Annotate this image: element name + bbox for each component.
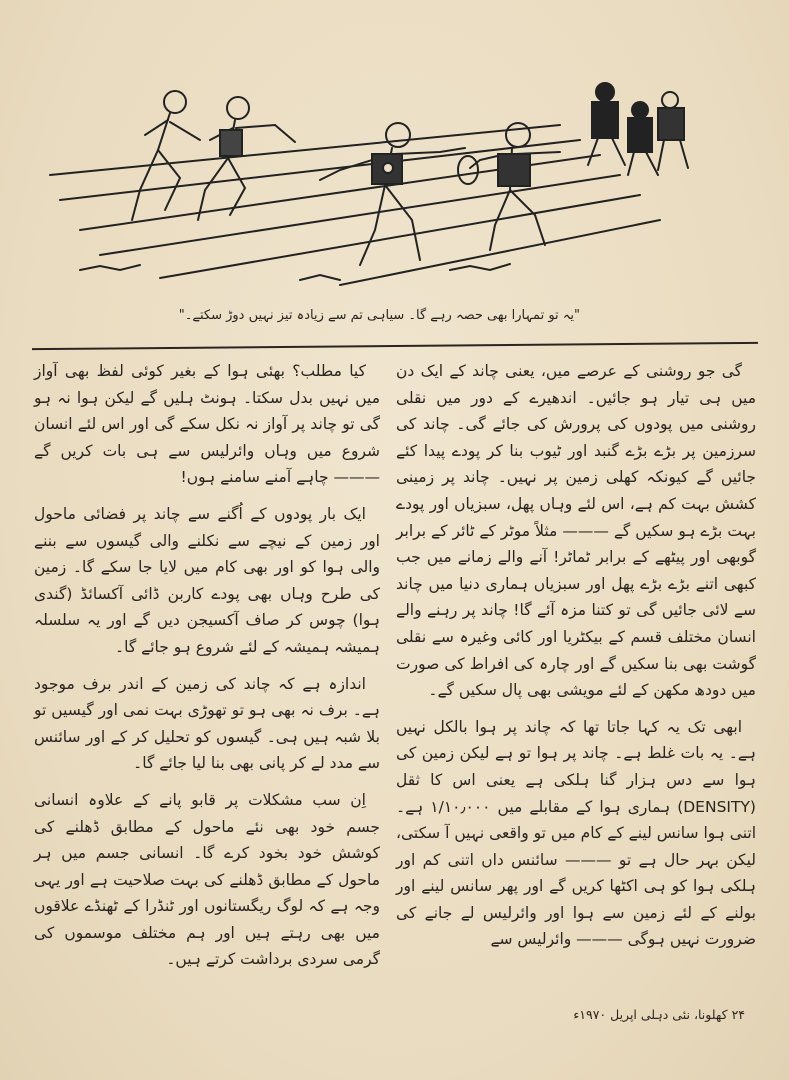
illustration-caption: "یہ تو تمہارا بھی حصہ رہے گا۔ سیاہی تم سے زیادہ تیز نہیں دوڑ سکتے۔" [178, 308, 580, 323]
paragraph: اندازہ ہے کہ چاند کی زمین کے اندر برف موجود ہے۔ برف نہ بھی ہو تو تھوڑی بہت نمی اور گیسیں تو بلا شبہ ہیں ہی۔ گیسوں کو تحلیل کر کے اور سائنس سے مدد لے کر پانی بھی بنا لیا جائے گا۔ [34, 674, 380, 773]
page-footer: ۲۴ کھلونا، نئی دہلی اپریل ۱۹۷۰ء [573, 1007, 745, 1022]
article-column-left [34, 358, 380, 998]
paragraph: ابھی تک یہ کہا جاتا تھا کہ چاند پر ہوا بالکل نہیں ہے۔ یہ بات غلط ہے۔ چاند پر ہوا تو ہے لیکن زمین کی ہوا سے دس ہزار گنا ہلکی ہے یعنی اس کا ثقل (DENSITY) ہماری ہوا کے مقابلے میں ۱/۱۰٫۰۰۰ ہے۔ اتنی ہوا سانس لینے کے کام میں تو واقعی نہیں آ سکتی، لیکن بہر حال ہے تو ——— سائنس داں اتنی کم اور ہلکی ہوا کو ہی اکٹھا کریں گے اور پھر سانس لینے اور بولنے کے لئے زمین سے ہوا اور وائرلیس لے جانے کی ضرورت نہیں ہوگی ——— وائرلیس سے [396, 717, 756, 949]
paragraph: کیا مطلب؟ بھئی ہوا کے بغیر کوئی لفظ بھی آواز میں نہیں بدل سکتا۔ ہونٹ ہلیں گے لیکن ہوا نہ ہو گی تو چاند پر آواز نہ نکل سکے گی اور اس لئے انسان شروع میں وہاں وائرلیس سے ہی بات کریں گے ——— چاہے آمنے سامنے ہوں! [34, 362, 380, 487]
paragraph: ایک بار پودوں کے اُگنے سے چاند پر فضائی ماحول اور زمین کے نیچے سے نکلنے والی گیسوں سے بننے والی ہوا کو اور بھی کام میں لایا جا سکے گا۔ زمین کی طرح وہاں بھی پودے کاربن ڈائی آکسائڈ (گندی ہوا) چوس کر صاف آکسیجن دیں گے اور یہ سلسلہ ہمیشہ ہمیشہ کے لئے شروع ہو جائے گا۔ [34, 504, 380, 656]
paragraph: گی جو روشنی کے عرصے میں، یعنی چاند کے ایک دن میں ہی تیار ہو جائیں۔ اندھیرے کے دور میں نقلی روشنی میں پودوں کی پرورش کی جائے گی۔ چاند کی سرزمین پر بڑے بڑے گنبد اور ٹیوب بنا کر پودے پیدا کئے جائیں گے کیونکہ کھلی زمین پر نہیں۔ چاند پر زمینی کشش بہت کم ہے، اس لئے وہاں پھل، سبزیاں اور پودے بہت بڑے ہو سکیں گے ——— مثلاً موٹر کے ٹائر کے برابر گوبھی اور پیٹھے کے برابر ٹماٹر! آنے والے زمانے میں جب کبھی اتنے بڑے بڑے پھل اور سبزیاں ہماری دنیا میں چاند سے لائی جائیں گی تو کتنا مزہ آئے گا! چاند پر رہنے والے انسان مختلف قسم کے بیکٹریا اور کائی وغیرہ سے نقلی گوشت بھی بنا سکیں گے اور چارہ کی افراط کی صورت میں دودھ مکھن کے لئے مویشی بھی پال سکیں گے۔ [396, 362, 756, 700]
column-divider [32, 342, 758, 350]
article-column-right [396, 358, 756, 998]
relay-race-illustration [40, 80, 740, 290]
paragraph: اِن سب مشکلات پر قابو پانے کے علاوہ انسانی جسم خود بھی نئے ماحول کے مطابق ڈھلنے کی کوشش خود بخود کرے گا۔ انسانی جسم میں ہر ماحول کے مطابق ڈھلنے کی بہت صلاحیت ہے اور یہی وجہ ہے کہ لوگ ریگستانوں اور ٹنڈرا کے ٹھنڈے علاقوں میں بھی رہتے ہیں اور ہم مختلف موسموں کی گرمی سردی برداشت کرتے ہیں۔ [34, 790, 380, 969]
